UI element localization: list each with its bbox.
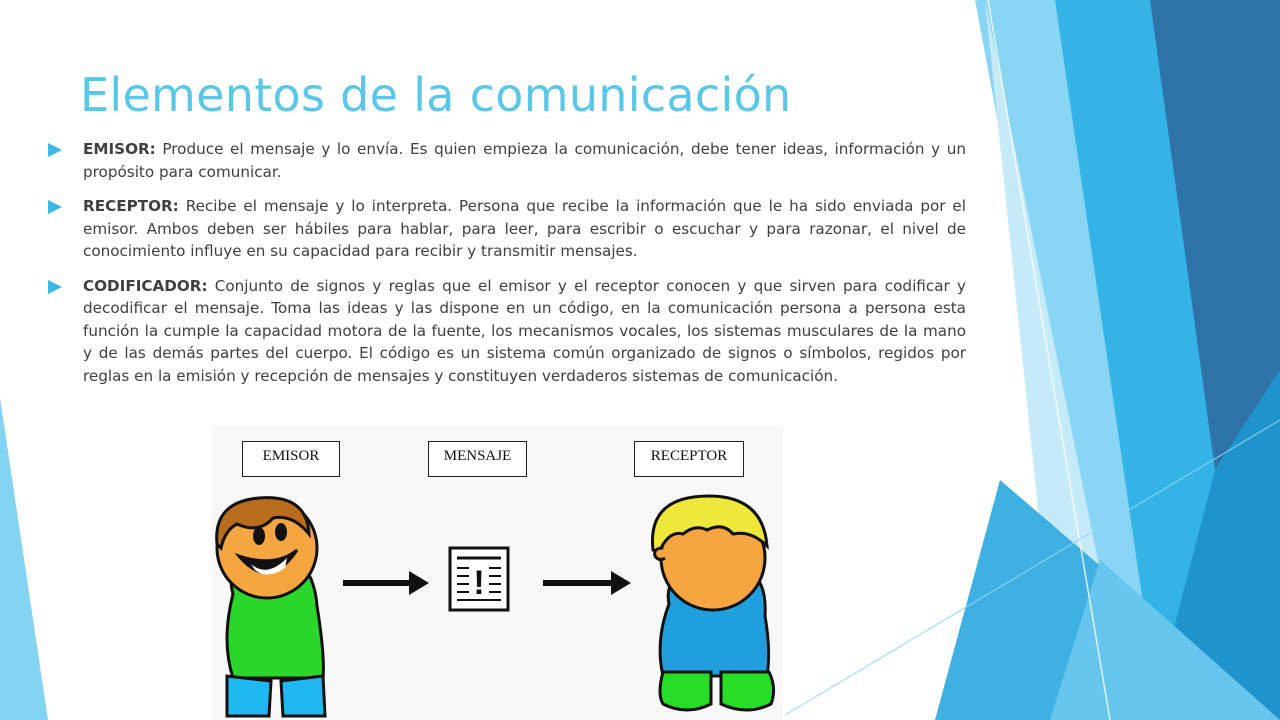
bullet-codificador-text <box>83 275 966 388</box>
triangle-bullet-icon <box>48 275 83 298</box>
triangle-bullet-icon <box>48 138 83 161</box>
emisor-label: EMISOR <box>242 441 340 477</box>
emisor-character <box>217 498 325 716</box>
bullet-term: EMISOR: <box>83 140 156 158</box>
bullet-receptor-text <box>83 195 966 263</box>
bullet-codificador <box>48 275 966 388</box>
bullet-receptor <box>48 195 966 263</box>
message-document-icon <box>450 548 508 610</box>
message-symbol: ! <box>473 564 485 602</box>
receptor-character <box>652 496 773 710</box>
communication-diagram <box>211 426 783 720</box>
receptor-label: RECEPTOR <box>634 441 744 477</box>
bullet-term: CODIFICADOR: <box>83 276 208 295</box>
arrow-icon <box>343 571 429 595</box>
slide-title: Elementos de la comunicación <box>80 68 792 122</box>
triangle-bullet-icon <box>48 195 83 218</box>
bullet-description: Recibe el mensaje y lo interpreta. Persona que recibe la información que le ha sido enviada por el emisor. Ambos deben ser hábiles para hablar, para leer, para escribir o escuchar y para razonar, el nivel de conocimiento influye en su capacidad para recibir y transmitir mensajes. <box>83 197 966 260</box>
bullet-term: RECEPTOR: <box>83 197 179 215</box>
bullet-list <box>48 138 966 399</box>
bullet-description: Produce el mensaje y lo envía. Es quien empieza la comunicación, debe tener ideas, información y un propósito para comunicar. <box>83 140 966 181</box>
bullet-description: Conjunto de signos y reglas que el emisor y el receptor conocen y que sirven para codificar y decodificar el mensaje. Toma las ideas y las dispone en un código, en la comunicación persona a persona esta función la cumple la capacidad motora de la fuente, los mecanismos vocales, los sistemas musculares de la mano y de las demás partes del cuerpo. El código es un sistema común organizado de signos o símbolos, regidos por reglas en la emisión y recepción de mensajes y constituyen verdaderos sistemas de comunicación. <box>83 276 966 385</box>
bullet-emisor <box>48 138 966 183</box>
mensaje-label: MENSAJE <box>428 441 527 477</box>
bullet-emisor-text <box>83 138 966 183</box>
arrow-icon <box>543 571 631 595</box>
